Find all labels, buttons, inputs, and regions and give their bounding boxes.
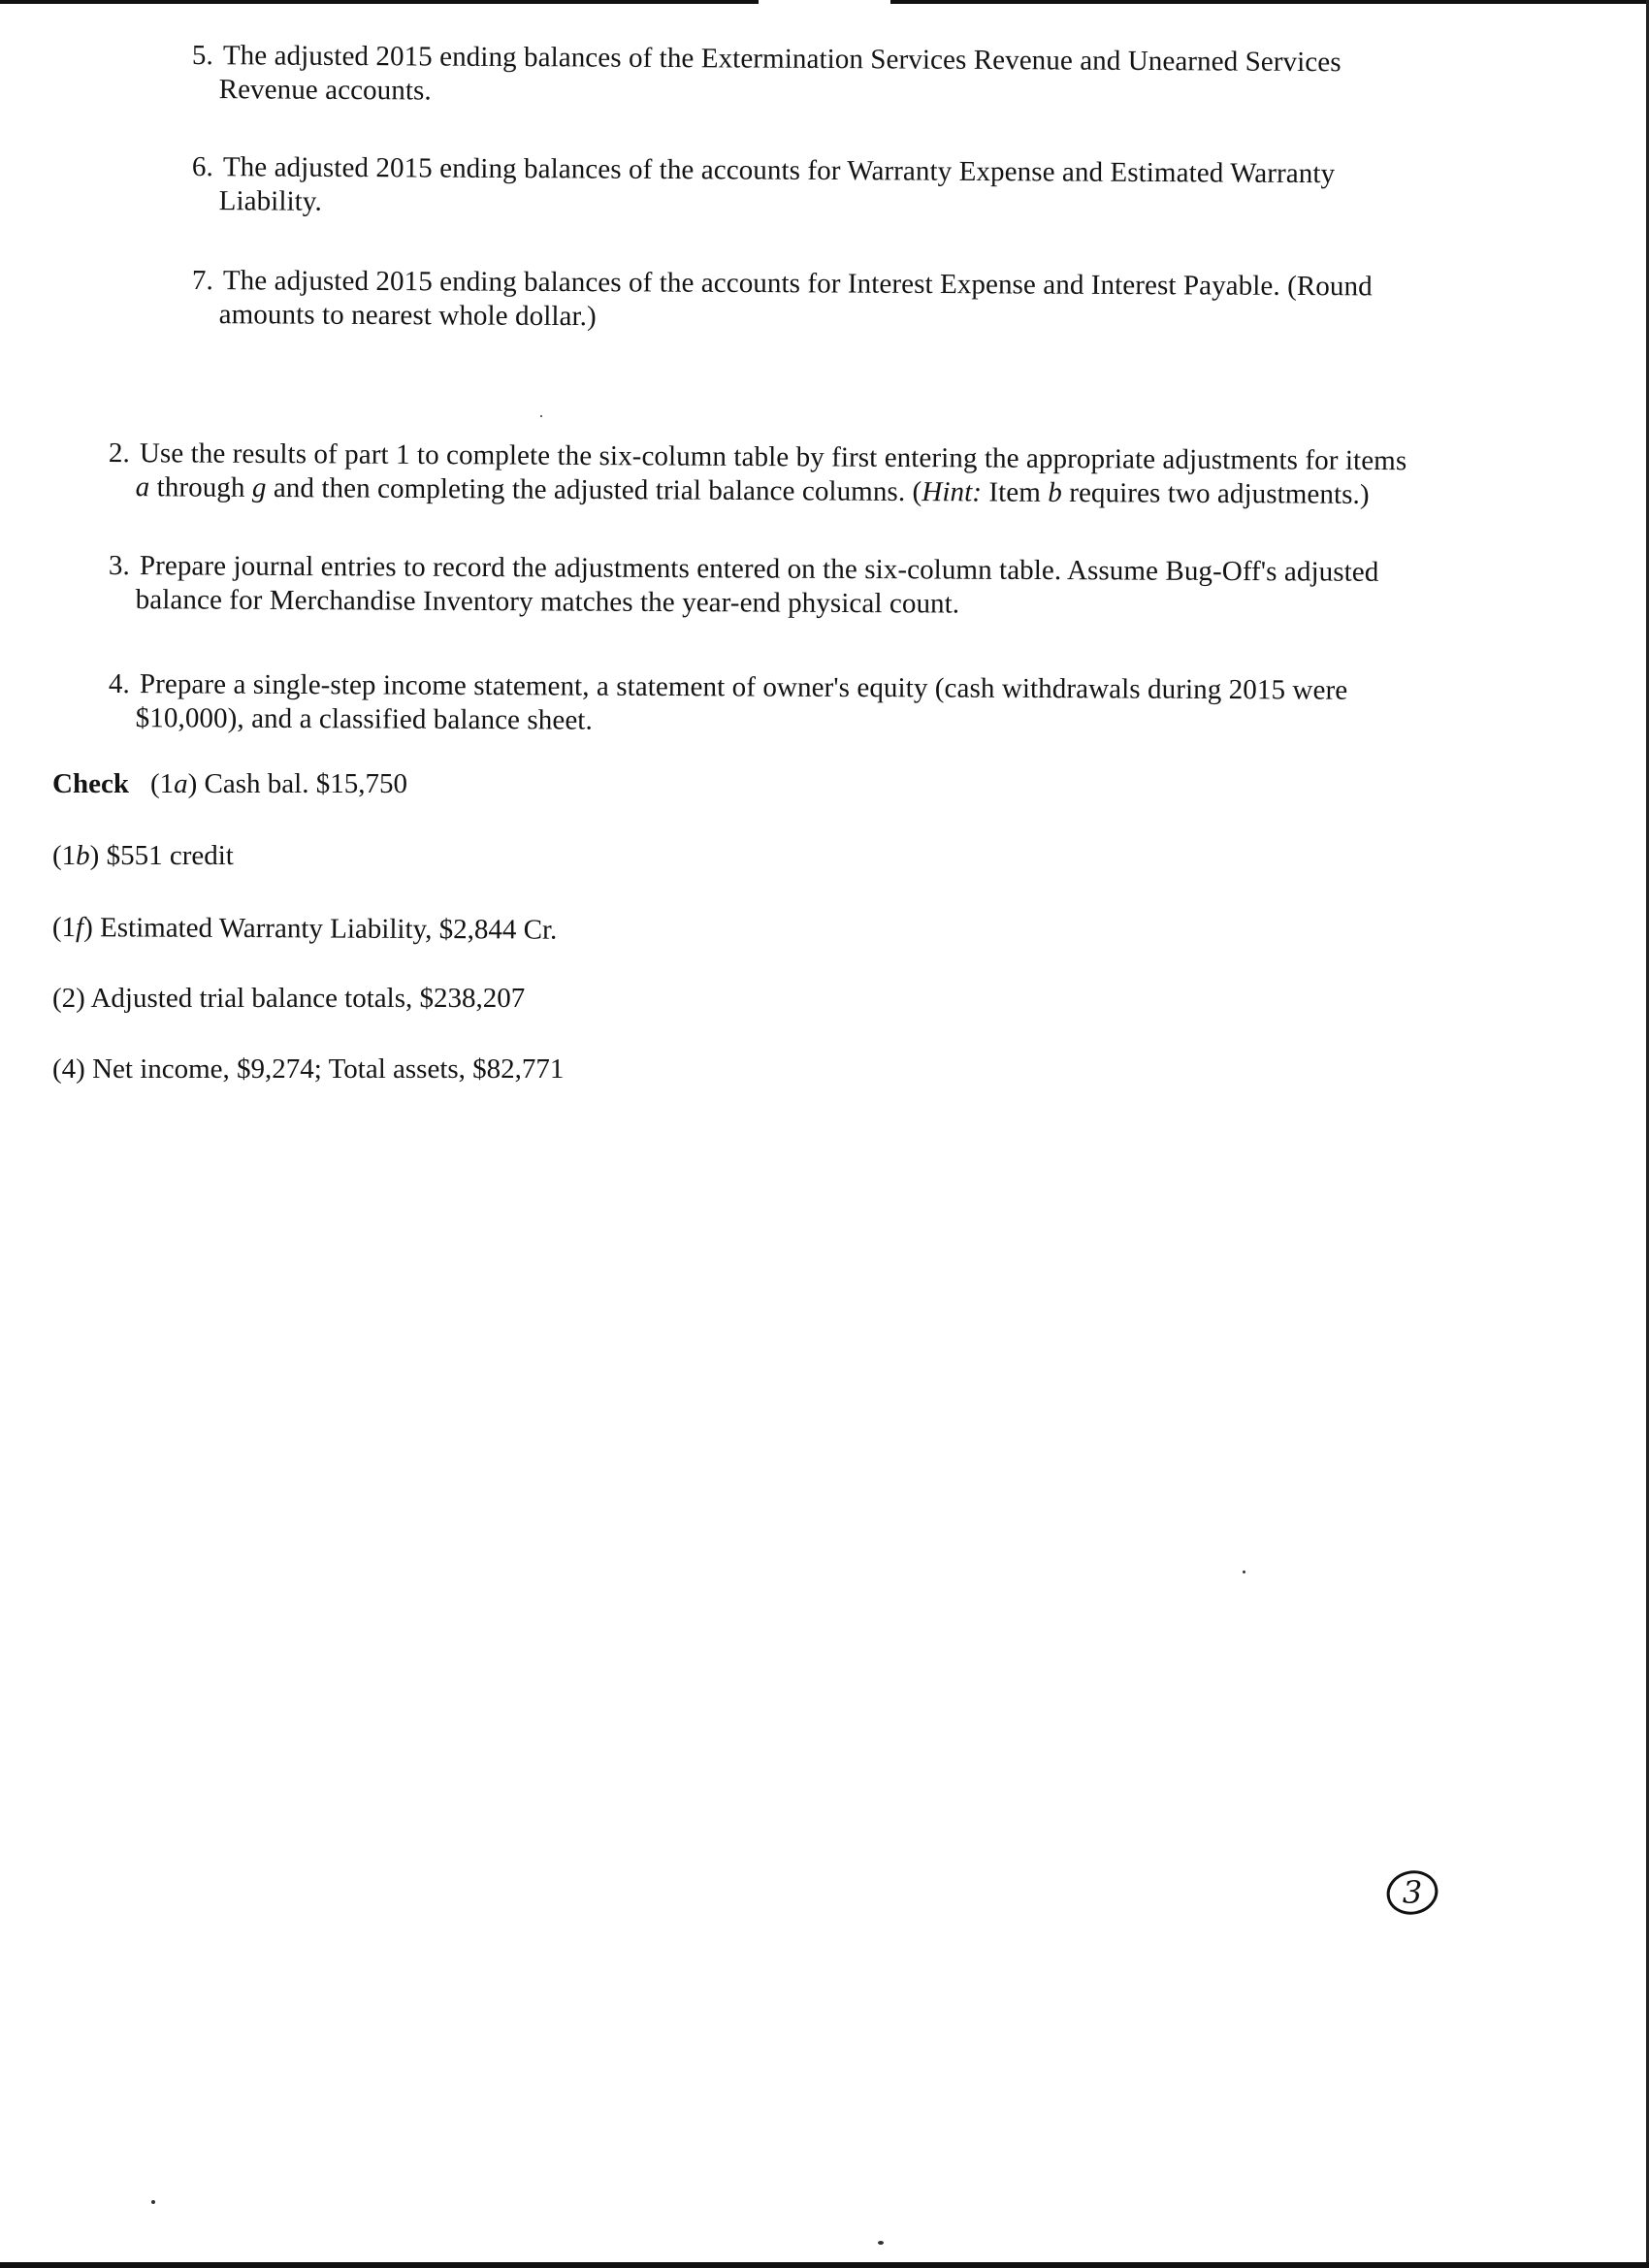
item-text-line: The adjusted 2015 ending balances of the accounts for Interest Expense and Interest Payable. (Round <box>222 265 1373 303</box>
check-ref <box>52 1053 85 1085</box>
text-run: requires two adjustments.) <box>1061 476 1370 510</box>
item-text-line: The adjusted 2015 ending balances of the accounts for Warranty Expense and Estimated Warranty <box>222 151 1336 190</box>
requirement-item-6 <box>192 150 1492 226</box>
check-line <box>52 912 558 947</box>
scan-speck <box>878 2241 884 2245</box>
item-text-line: balance for Merchandise Inventory matches the year-end physical count. <box>135 583 960 620</box>
italic-var: b <box>1048 476 1063 508</box>
check-value: Net income, $9,274; Total assets, $82,771 <box>84 1053 565 1085</box>
italic-var: b <box>76 840 90 871</box>
text-run: ) <box>89 840 100 871</box>
requirement-item-5 <box>192 39 1492 114</box>
text-run: and then completing the adjusted trial balance columns. ( <box>266 471 922 507</box>
page-mark-text: 3 <box>1402 1874 1423 1911</box>
check-ref <box>52 840 99 871</box>
item-text-line: Prepare journal entries to record the adjustments entered on the six-column table. Assume Bug-Off's adjusted <box>139 550 1379 588</box>
item-number: 3. <box>108 550 130 582</box>
hint-label: Hint: <box>922 475 983 508</box>
scan-edge-bottom <box>0 2262 1649 2268</box>
text-run: (4) <box>52 1053 85 1085</box>
check-value: Cash bal. $15,750 <box>197 768 407 799</box>
item-text-line: Liability. <box>218 184 323 217</box>
text-run: ) <box>83 912 93 944</box>
text-run: through <box>149 471 253 503</box>
text-run: (1 <box>51 912 77 944</box>
scan-edge-top <box>0 0 1649 4</box>
item-text-line: Prepare a single-step income statement, a statement of owner's equity (cash withdrawals during 2015 were <box>139 668 1348 706</box>
item-number: 5. <box>191 39 213 72</box>
italic-var: a <box>174 768 188 799</box>
requirement-item-2 <box>109 437 1539 513</box>
check-line <box>52 983 525 1015</box>
check-value: Adjusted trial balance totals, $238,207 <box>84 983 526 1014</box>
check-label: Check <box>52 768 129 799</box>
check-ref <box>52 912 93 943</box>
item-number: 7. <box>191 265 213 297</box>
check-ref <box>150 768 197 799</box>
requirement-item-3 <box>109 549 1539 624</box>
item-text-line: The adjusted 2015 ending balances of the Extermination Services Revenue and Unearned Services <box>222 40 1342 79</box>
scan-speck <box>540 415 542 417</box>
handwritten-circled-number <box>1385 1868 1439 1917</box>
scan-speck <box>151 2200 155 2204</box>
check-ref <box>52 983 85 1014</box>
italic-var: a <box>135 470 150 503</box>
item-text-line: Revenue accounts. <box>218 73 432 107</box>
check-value: $551 credit <box>99 840 234 871</box>
text-run: Item <box>981 476 1049 508</box>
item-number: 6. <box>191 150 213 183</box>
check-value: Estimated Warranty Liability, $2,844 Cr. <box>92 912 558 946</box>
italic-var: f <box>76 912 84 944</box>
text-run: ) <box>187 768 198 799</box>
scan-speck <box>1243 1571 1245 1573</box>
check-line <box>52 840 234 872</box>
requirement-item-4 <box>109 667 1539 742</box>
item-number: 4. <box>108 668 130 700</box>
text-run: (1 <box>149 768 175 799</box>
requirement-item-7 <box>192 264 1492 339</box>
item-number: 2. <box>108 437 130 470</box>
check-line <box>52 768 407 800</box>
italic-var: g <box>251 471 267 503</box>
item-text-line: $10,000), and a classified balance sheet. <box>135 701 593 736</box>
item-text-line: Use the results of part 1 to complete the six-column table by first entering the appropriate adjustments for items <box>139 437 1407 477</box>
text-run: (1 <box>52 840 77 871</box>
check-line <box>52 1053 564 1085</box>
item-text-line: amounts to nearest whole dollar.) <box>218 298 597 332</box>
text-run: (2) <box>52 983 85 1014</box>
